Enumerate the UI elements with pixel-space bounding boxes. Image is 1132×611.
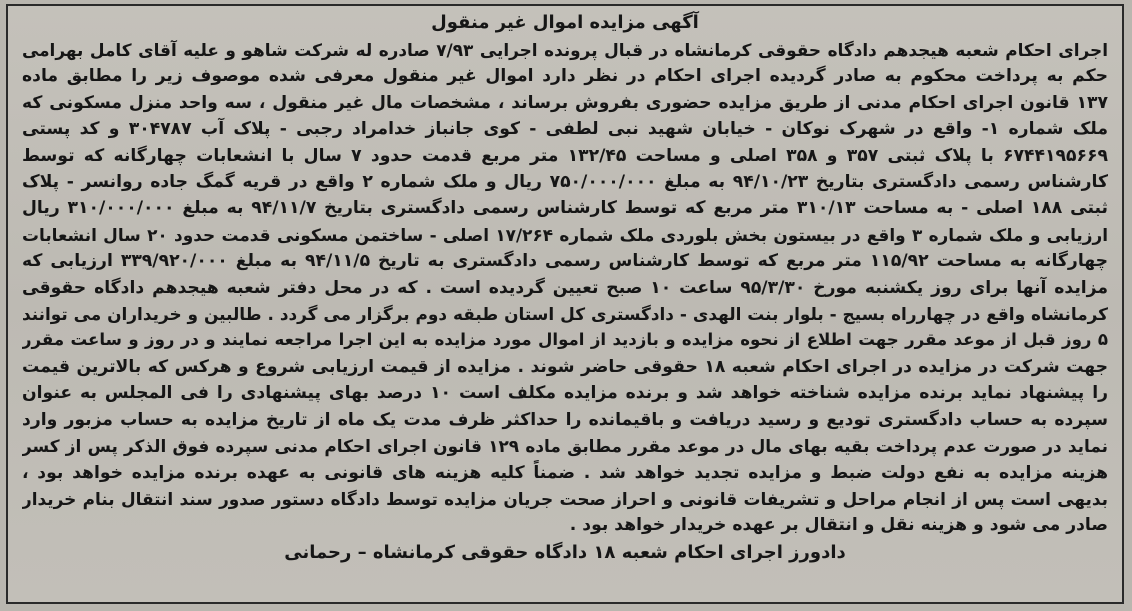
notice-line: ثبتی ۱۸۸ اصلی - به مساحت ۳۱۰/۱۳ متر مربع که توسط کارشناس رسمی دادگستری بتاریخ ۹۴/۱۱/۷ به مبلغ ۳۱۰/۰۰۰/۰۰۰ ریال bbox=[22, 198, 1108, 219]
notice-line: ارزیابی و ملک شماره ۳ واقع در بیستون بخش بلوردی ملک شماره ۱۷/۲۶۴ اصلی - ساختمن مسکونی قدمت حدود ۲۰ سال انشعابات bbox=[22, 224, 1108, 245]
notice-line: مزایده آنها برای روز یکشنبه مورخ ۹۵/۳/۳۰ ساعت ۱۰ صبح تعیین گردیده است . که در محل دفتر شعبه هیجدهم دادگاه حقوقی bbox=[22, 277, 1108, 298]
notice-line: را پیشنهاد نماید برنده مزایده شناخته خواهد شد و برنده مزایده مکلف است ۱۰ درصد بهای پیشنهادی را فی المجلس به عنوان bbox=[22, 383, 1108, 404]
notice-signature: دادورز اجرای احکام شعبه ۱۸ دادگاه حقوقی کرمانشاه – رحمانی bbox=[284, 541, 846, 563]
notice-line: ۶۷۴۴۱۹۵۶۶۹ با پلاک ثبتی ۳۵۷ و ۳۵۸ اصلی و مساحت ۱۳۲/۴۵ متر مربع قدمت حدود ۷ سال با انشعابات چهارگانه که توسط bbox=[22, 145, 1108, 166]
notice-line: ملک شماره ۱- واقع در شهرک نوکان - خیابان شهید نبی لطفی - کوی جانباز خدامراد رجبی - پلاک آب ۳۰۴۷۸۷ و کد پستی bbox=[22, 119, 1108, 140]
notice-line: صادر می شود و هزینه نقل و انتقال بر عهده خریدار خواهد بود . bbox=[569, 515, 1108, 536]
notice-line: ۱۳۷ قانون اجرای احکام مدنی از طریق مزایده حضوری بفروش برساند ، مشخصات مال غیر منقول ، سه واحد منزل مسکونی که bbox=[22, 92, 1108, 113]
notice-line: نماید در صورت عدم پرداخت بقیه بهای مال در موعد مقرر مطابق ماده ۱۲۹ قانون اجرای احکام مدنی سپرده فوق الذکر پس از کسر bbox=[22, 436, 1108, 457]
legal-notice bbox=[6, 4, 1124, 604]
notice-line: بدیهی است پس از انجام مراحل و تشریفات قانونی و احراز صحت جریان مزایده توسط دادگاه دستور صدور سند انتقال بنام خریدار bbox=[22, 488, 1108, 509]
notice-line: سپرده به حساب دادگستری تودیع و رسید دریافت و باقیمانده را حداکثر ظرف مدت یک ماه از تاریخ مزایده به حساب مزبور وارد bbox=[22, 409, 1108, 430]
notice-line: هزینه مزایده به نفع دولت ضبط و مزایده تجدید خواهد شد . ضمناً کلیه هزینه های قانونی به عهده برنده مزایده خواهد بود ، bbox=[22, 462, 1108, 483]
notice-line: حکم به پرداخت محکوم به صادر گردیده اجرای احکام در نظر دارد اموال غیر منقول معرفی شده موصوف زیر را مطابق ماده bbox=[22, 66, 1108, 87]
notice-line: چهارگانه به مساحت ۱۱۵/۹۲ متر مربع که توسط کارشناس رسمی دادگستری به تاریخ ۹۴/۱۱/۵ به مبلغ ۳۳۹/۹۲۰/۰۰۰ ارزیابی که bbox=[22, 251, 1108, 272]
notice-title: آگهی مزایده اموال غیر منقول bbox=[431, 12, 699, 33]
notice-body bbox=[22, 37, 1108, 539]
notice-line: کرمانشاه واقع در چهارراه بسیج - بلوار بنت الهدی - دادگستری کل استان طبقه دوم برگزار می گردد . طالبین و خریداران می توانند bbox=[22, 304, 1108, 325]
notice-line: کارشناس رسمی دادگستری بتاریخ ۹۴/۱۰/۲۳ به مبلغ ۷۵۰/۰۰۰/۰۰۰ ریال و ملک شماره ۲ واقع در قریه گمگ جاده روانسر - پلاک bbox=[22, 172, 1108, 193]
notice-line: ۵ روز قبل از موعد مقرر جهت اطلاع از نحوه مزایده و بازدید از اموال مورد مزایده به این اجرا مراجعه نمایند و در روز و ساعت مقرر bbox=[22, 330, 1108, 350]
notice-line: جهت شرکت در مزایده در اجرای احکام شعبه ۱۸ حقوقی حاضر شوند . مزایده از قیمت ارزیابی شروع و هرکس که بالاترین قیمت bbox=[22, 356, 1108, 377]
notice-line: اجرای احکام شعبه هیجدهم دادگاه حقوقی کرمانشاه در قبال پرونده اجرایی ۷/۹۳ صادره له شرکت شاهو و علیه آقای کامل بهرامی bbox=[22, 40, 1108, 60]
